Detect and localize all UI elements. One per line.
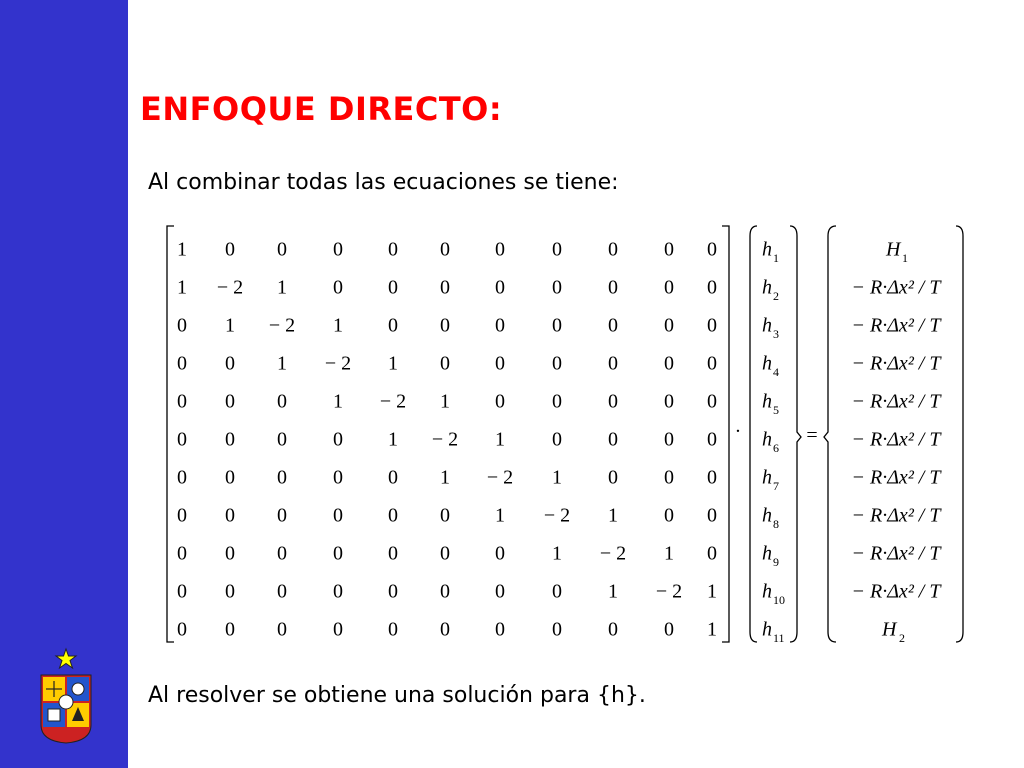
- matrix-cell: 0: [707, 542, 717, 565]
- matrix-cell: 0: [440, 618, 450, 641]
- matrix-cell: 0: [552, 618, 562, 641]
- matrix-cell: 1: [495, 428, 505, 451]
- matrix-cell: 0: [552, 580, 562, 603]
- matrix-cell: 0: [277, 238, 287, 261]
- matrix-cell: 1: [552, 542, 562, 565]
- matrix-cell: 0: [177, 314, 187, 337]
- matrix-cell: 0: [664, 428, 674, 451]
- matrix-cell: 1: [333, 390, 343, 413]
- matrix-cell: 0: [177, 466, 187, 489]
- matrix-cell: 1: [333, 314, 343, 337]
- vector-entry: h: [762, 618, 772, 641]
- matrix-cell: 0: [388, 314, 398, 337]
- matrix-left-bracket: [167, 226, 174, 642]
- matrix-cell: 1: [707, 618, 717, 641]
- matrix-cell: 1: [177, 238, 187, 261]
- matrix-cell: 0: [495, 314, 505, 337]
- matrix-cell: 0: [333, 542, 343, 565]
- matrix-cell: 1: [388, 428, 398, 451]
- matrix-cell: 0: [707, 276, 717, 299]
- matrix-cell: 0: [495, 618, 505, 641]
- matrix-cell: − 2: [379, 390, 407, 413]
- matrix-cell: 0: [388, 466, 398, 489]
- matrix-cell: 0: [225, 504, 235, 527]
- vector-entry: h: [762, 580, 772, 603]
- vector-entry: h: [762, 504, 772, 527]
- matrix-cell: 0: [552, 390, 562, 413]
- matrix-cell: 0: [225, 618, 235, 641]
- matrix-cell: 1: [388, 352, 398, 375]
- matrix-cell: 0: [552, 238, 562, 261]
- matrix-cell: − 2: [599, 542, 627, 565]
- vector-entry: h: [762, 542, 772, 565]
- matrix-cell: − 2: [324, 352, 352, 375]
- vector-subscript: 9: [773, 554, 779, 569]
- vector-subscript: 10: [773, 592, 785, 607]
- matrix-cell: 0: [495, 276, 505, 299]
- rhs-source-term: − R·Δx² / T: [851, 390, 941, 413]
- matrix-cell: 0: [177, 618, 187, 641]
- matrix-cell: 0: [277, 618, 287, 641]
- matrix-cell: 0: [707, 390, 717, 413]
- matrix-cell: 0: [440, 314, 450, 337]
- rhs-source-term: − R·Δx² / T: [851, 352, 941, 375]
- matrix-cell: 0: [495, 580, 505, 603]
- matrix-cell: 1: [552, 466, 562, 489]
- matrix-cell: 0: [552, 352, 562, 375]
- matrix-cell: 0: [664, 390, 674, 413]
- vector-entry: h: [762, 276, 772, 299]
- matrix-cell: 1: [608, 504, 618, 527]
- matrix-cell: 0: [177, 428, 187, 451]
- matrix-cell: 0: [707, 504, 717, 527]
- intro-text: Al combinar todas las ecuaciones se tiene:: [148, 170, 619, 195]
- matrix-cell: 0: [608, 314, 618, 337]
- matrix-cell: 0: [225, 466, 235, 489]
- matrix-cell: 0: [664, 238, 674, 261]
- matrix-cell: 0: [495, 542, 505, 565]
- matrix-cell: 0: [333, 276, 343, 299]
- rhs-source-term: − R·Δx² / T: [851, 428, 941, 451]
- matrix-cell: − 2: [655, 580, 683, 603]
- matrix-cell: 0: [333, 618, 343, 641]
- vector-right-brace: [790, 226, 801, 642]
- matrix-cell: 0: [440, 580, 450, 603]
- rhs-boundary-head-subscript: 1: [902, 250, 908, 265]
- rhs-boundary-head: H: [886, 238, 901, 261]
- matrix-cell: 0: [277, 466, 287, 489]
- matrix-cell: 0: [707, 466, 717, 489]
- vector-left-brace: [750, 226, 757, 642]
- matrix-cell: 0: [388, 542, 398, 565]
- matrix-cell: 0: [440, 504, 450, 527]
- matrix-cell: 0: [495, 390, 505, 413]
- matrix-cell: 0: [495, 352, 505, 375]
- matrix-cell: 0: [177, 542, 187, 565]
- vector-subscript: 3: [773, 326, 779, 341]
- matrix-cell: 0: [277, 390, 287, 413]
- matrix-cell: 0: [333, 428, 343, 451]
- matrix-cell: 0: [664, 276, 674, 299]
- vector-subscript: 2: [773, 288, 779, 303]
- matrix-cell: 0: [177, 504, 187, 527]
- matrix-cell: 0: [608, 276, 618, 299]
- rhs-source-term: − R·Δx² / T: [851, 276, 941, 299]
- matrix-cell: 0: [608, 238, 618, 261]
- rhs-source-term: − R·Δx² / T: [851, 314, 941, 337]
- matrix-cell: 0: [225, 238, 235, 261]
- rhs-source-term: − R·Δx² / T: [851, 580, 941, 603]
- matrix-cell: 0: [225, 390, 235, 413]
- vector-entry: h: [762, 238, 772, 261]
- rhs-boundary-head-subscript: 2: [899, 630, 905, 645]
- matrix-cell: 0: [664, 618, 674, 641]
- rhs-right-brace: [956, 226, 963, 642]
- matrix-cell: − 2: [431, 428, 459, 451]
- matrix-cell: 0: [333, 504, 343, 527]
- matrix-cell: − 2: [268, 314, 296, 337]
- matrix-cell: 0: [225, 580, 235, 603]
- matrix-cell: 0: [277, 580, 287, 603]
- rhs-left-brace: [824, 226, 836, 642]
- multiply-symbol: ·: [734, 420, 742, 443]
- matrix-cell: − 2: [216, 276, 244, 299]
- conclusion-text: Al resolver se obtiene una solución para {h}.: [148, 683, 646, 708]
- rhs-source-term: − R·Δx² / T: [851, 504, 941, 527]
- matrix-cell: 0: [388, 276, 398, 299]
- vector-subscript: 11: [773, 630, 785, 645]
- matrix-cell: 0: [388, 580, 398, 603]
- rhs-source-term: − R·Δx² / T: [851, 542, 941, 565]
- matrix-cell: 0: [608, 352, 618, 375]
- matrix-cell: 1: [495, 504, 505, 527]
- vector-subscript: 7: [773, 478, 779, 493]
- matrix-cell: 0: [440, 276, 450, 299]
- matrix-cell: 0: [707, 428, 717, 451]
- matrix-cell: 0: [707, 314, 717, 337]
- matrix-cell: 0: [552, 276, 562, 299]
- matrix-cell: 0: [333, 238, 343, 261]
- matrix-cell: 0: [225, 542, 235, 565]
- matrix-right-bracket: [722, 226, 729, 642]
- matrix-cell: 1: [440, 390, 450, 413]
- matrix-cell: 0: [707, 352, 717, 375]
- matrix-cell: 0: [225, 352, 235, 375]
- matrix-cell: 0: [608, 390, 618, 413]
- matrix-cell: 0: [608, 428, 618, 451]
- matrix-cell: − 2: [543, 504, 571, 527]
- matrix-cell: 1: [664, 542, 674, 565]
- vector-entry: h: [762, 466, 772, 489]
- slide-title: ENFOQUE DIRECTO:: [140, 90, 503, 128]
- matrix-cell: 0: [664, 314, 674, 337]
- matrix-cell: 0: [664, 352, 674, 375]
- matrix-cell: 0: [333, 466, 343, 489]
- matrix-cell: 1: [177, 276, 187, 299]
- matrix-cell: 0: [177, 390, 187, 413]
- matrix-cell: 1: [608, 580, 618, 603]
- matrix-cell: 0: [177, 580, 187, 603]
- matrix-cell: 0: [552, 428, 562, 451]
- matrix-cell: 0: [608, 618, 618, 641]
- matrix-cell: 0: [277, 428, 287, 451]
- matrix-cell: 0: [664, 504, 674, 527]
- vector-entry: h: [762, 428, 772, 451]
- matrix-cell: 0: [177, 352, 187, 375]
- matrix-cell: 1: [707, 580, 717, 603]
- vector-subscript: 8: [773, 516, 779, 531]
- rhs-source-term: − R·Δx² / T: [851, 466, 941, 489]
- matrix-cell: 0: [552, 314, 562, 337]
- vector-entry: h: [762, 352, 772, 375]
- vector-entry: h: [762, 390, 772, 413]
- matrix-cell: 1: [225, 314, 235, 337]
- matrix-cell: 1: [277, 352, 287, 375]
- matrix-cell: 0: [333, 580, 343, 603]
- matrix-cell: − 2: [486, 466, 514, 489]
- matrix-cell: 0: [277, 504, 287, 527]
- matrix-cell: 0: [440, 352, 450, 375]
- matrix-cell: 0: [388, 618, 398, 641]
- vector-subscript: 6: [773, 440, 779, 455]
- matrix-cell: 0: [495, 238, 505, 261]
- matrix-cell: 0: [440, 238, 450, 261]
- rhs-boundary-head: H: [882, 618, 897, 641]
- matrix-cell: 0: [440, 542, 450, 565]
- vector-subscript: 1: [773, 250, 779, 265]
- vector-subscript: 5: [773, 402, 779, 417]
- equals-symbol: =: [806, 424, 818, 447]
- matrix-cell: 0: [608, 466, 618, 489]
- matrix-cell: 0: [388, 504, 398, 527]
- matrix-cell: 0: [277, 542, 287, 565]
- vector-entry: h: [762, 314, 772, 337]
- vector-subscript: 4: [773, 364, 779, 379]
- matrix-cell: 0: [707, 238, 717, 261]
- matrix-cell: 0: [388, 238, 398, 261]
- matrix-cell: 1: [440, 466, 450, 489]
- matrix-cell: 0: [225, 428, 235, 451]
- matrix-cell: 0: [664, 466, 674, 489]
- matrix-cell: 1: [277, 276, 287, 299]
